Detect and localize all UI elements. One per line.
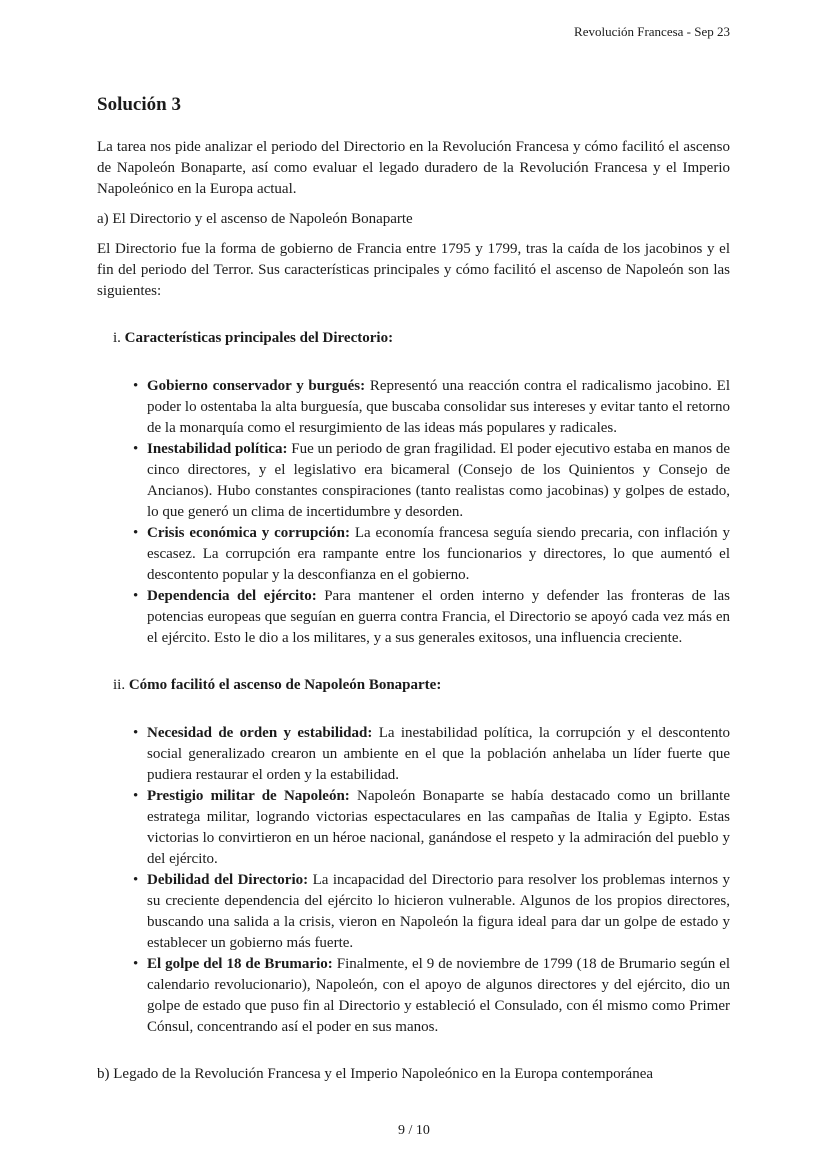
bullet-item <box>133 376 730 439</box>
bullet-item <box>133 954 730 1038</box>
section-heading-text: Características principales del Directorio: <box>124 330 394 346</box>
bullet-text: Finalmente, el 9 de noviembre de 1799 (18 de Brumario según el calendario revolucionario), Napoleón, con el apoyo de algunos directores y del ejército, dio un golpe de estado que puso fin al Directorio y estableció el Consulado, con él mismo como Primer Cónsul, concentrando así el poder en sus manos. <box>147 956 731 1035</box>
bullet-lead: Prestigio militar de Napoleón: <box>147 788 350 804</box>
page-number <box>0 1123 828 1139</box>
bullet-lead: Necesidad de orden y estabilidad: <box>147 725 373 741</box>
page-number-text: 9 / 10 <box>398 1123 430 1138</box>
running-header <box>97 24 730 40</box>
section-i <box>113 328 730 649</box>
bullet-item <box>133 586 730 649</box>
bullet-item <box>133 439 730 523</box>
section-heading-text: Cómo facilitó el ascenso de Napoleón Bonaparte: <box>128 677 442 693</box>
bullet-text: Fue un periodo de gran fragilidad. El poder ejecutivo estaba en manos de cinco directores, y el legislativo era bicameral (Consejo de los Quinientos y Consejo de Ancianos). Hubo constantes conspiraciones (tanto realistas como jacobinas) y golpes de estado, lo que generó un clima de incertidumbre y desorden. <box>147 441 730 520</box>
bullet-text: La inestabilidad política, la corrupción y el descontento social generalizado crearon un ambiente en el que la población anhelaba un líder fuerte que pudiera restaurar el orden y la estabilidad. <box>147 725 730 783</box>
part-b-heading: b) Legado de la Revolución Francesa y el Imperio Napoleónico en la Europa contemporánea <box>97 1066 654 1082</box>
bullet-item <box>133 523 730 586</box>
intro-paragraph: El Directorio fue la forma de gobierno de Francia entre 1795 y 1799, tras la caída de los jacobinos y el fin del periodo del Terror. Sus características principales y cómo facilitó el ascenso de Napoleón son las siguientes: <box>97 241 730 299</box>
bullet-text: Representó una reacción contra el radicalismo jacobino. El poder lo ostentaba la alta burguesía, que buscaba consolidar sus intereses y evitar tanto el retorno de la monarquía como el resurgimiento de las ideas más populares y radicales. <box>147 378 730 436</box>
intro-paragraph: La tarea nos pide analizar el periodo del Directorio en la Revolución Francesa y cómo facilitó el ascenso de Napoleón Bonaparte, así como evaluar el legado duradero de la Revolución Francesa y el Imperio Napoleónico en la Europa actual. <box>97 139 730 197</box>
section-heading <box>113 675 730 696</box>
bullet-text: Napoleón Bonaparte se había destacado como un brillante estratega militar, logrando victorias espectaculares en las campañas de Italia y Egipto. Estas victorias lo convirtieron en un héroe nacional, ganándose el respeto y la admiración del pueblo y del ejército. <box>147 788 730 867</box>
bullet-lead: Inestabilidad política: <box>147 441 288 457</box>
part-a-heading: a) El Directorio y el ascenso de Napoleón Bonaparte <box>97 211 413 227</box>
section-heading <box>113 328 730 349</box>
bullet-text: La economía francesa seguía siendo precaria, con inflación y escasez. La corrupción era rampante entre los funcionarios y directores, lo que aumentó el descontento popular y la desconfianza en el gobierno. <box>147 525 730 583</box>
running-header-text: Revolución Francesa - Sep 23 <box>574 24 730 39</box>
bullet-text: La incapacidad del Directorio para resolver los problemas internos y su creciente dependencia del ejército lo hicieron vulnerable. Algunos de los propios directores, buscando una salida a la crisis, vieron en Napoleón la figura ideal para dar un golpe de estado y establecer un gobierno más fuerte. <box>147 872 730 951</box>
page-title: Solución 3 <box>97 94 181 115</box>
section-label: ii. <box>113 677 126 693</box>
bullet-list <box>113 376 730 649</box>
bullet-lead: Debilidad del Directorio: <box>147 872 309 888</box>
bullet-list <box>113 723 730 1038</box>
bullet-lead: Crisis económica y corrupción: <box>147 525 350 541</box>
section-ii <box>113 675 730 1038</box>
bullet-lead: Gobierno conservador y burgués: <box>147 378 366 394</box>
bullet-item <box>133 870 730 954</box>
bullet-lead: Dependencia del ejército: <box>147 588 317 604</box>
bullet-text: Para mantener el orden interno y defender las fronteras de las potencias europeas que seguían en guerra contra Francia, el Directorio se apoyó cada vez más en el ejército. Esto le dio a los militares, y a sus generales exitosos, una influencia creciente. <box>147 588 730 646</box>
bullet-item <box>133 723 730 786</box>
section-label: i. <box>113 330 121 346</box>
bullet-lead: El golpe del 18 de Brumario: <box>147 956 333 972</box>
bullet-item <box>133 786 730 870</box>
